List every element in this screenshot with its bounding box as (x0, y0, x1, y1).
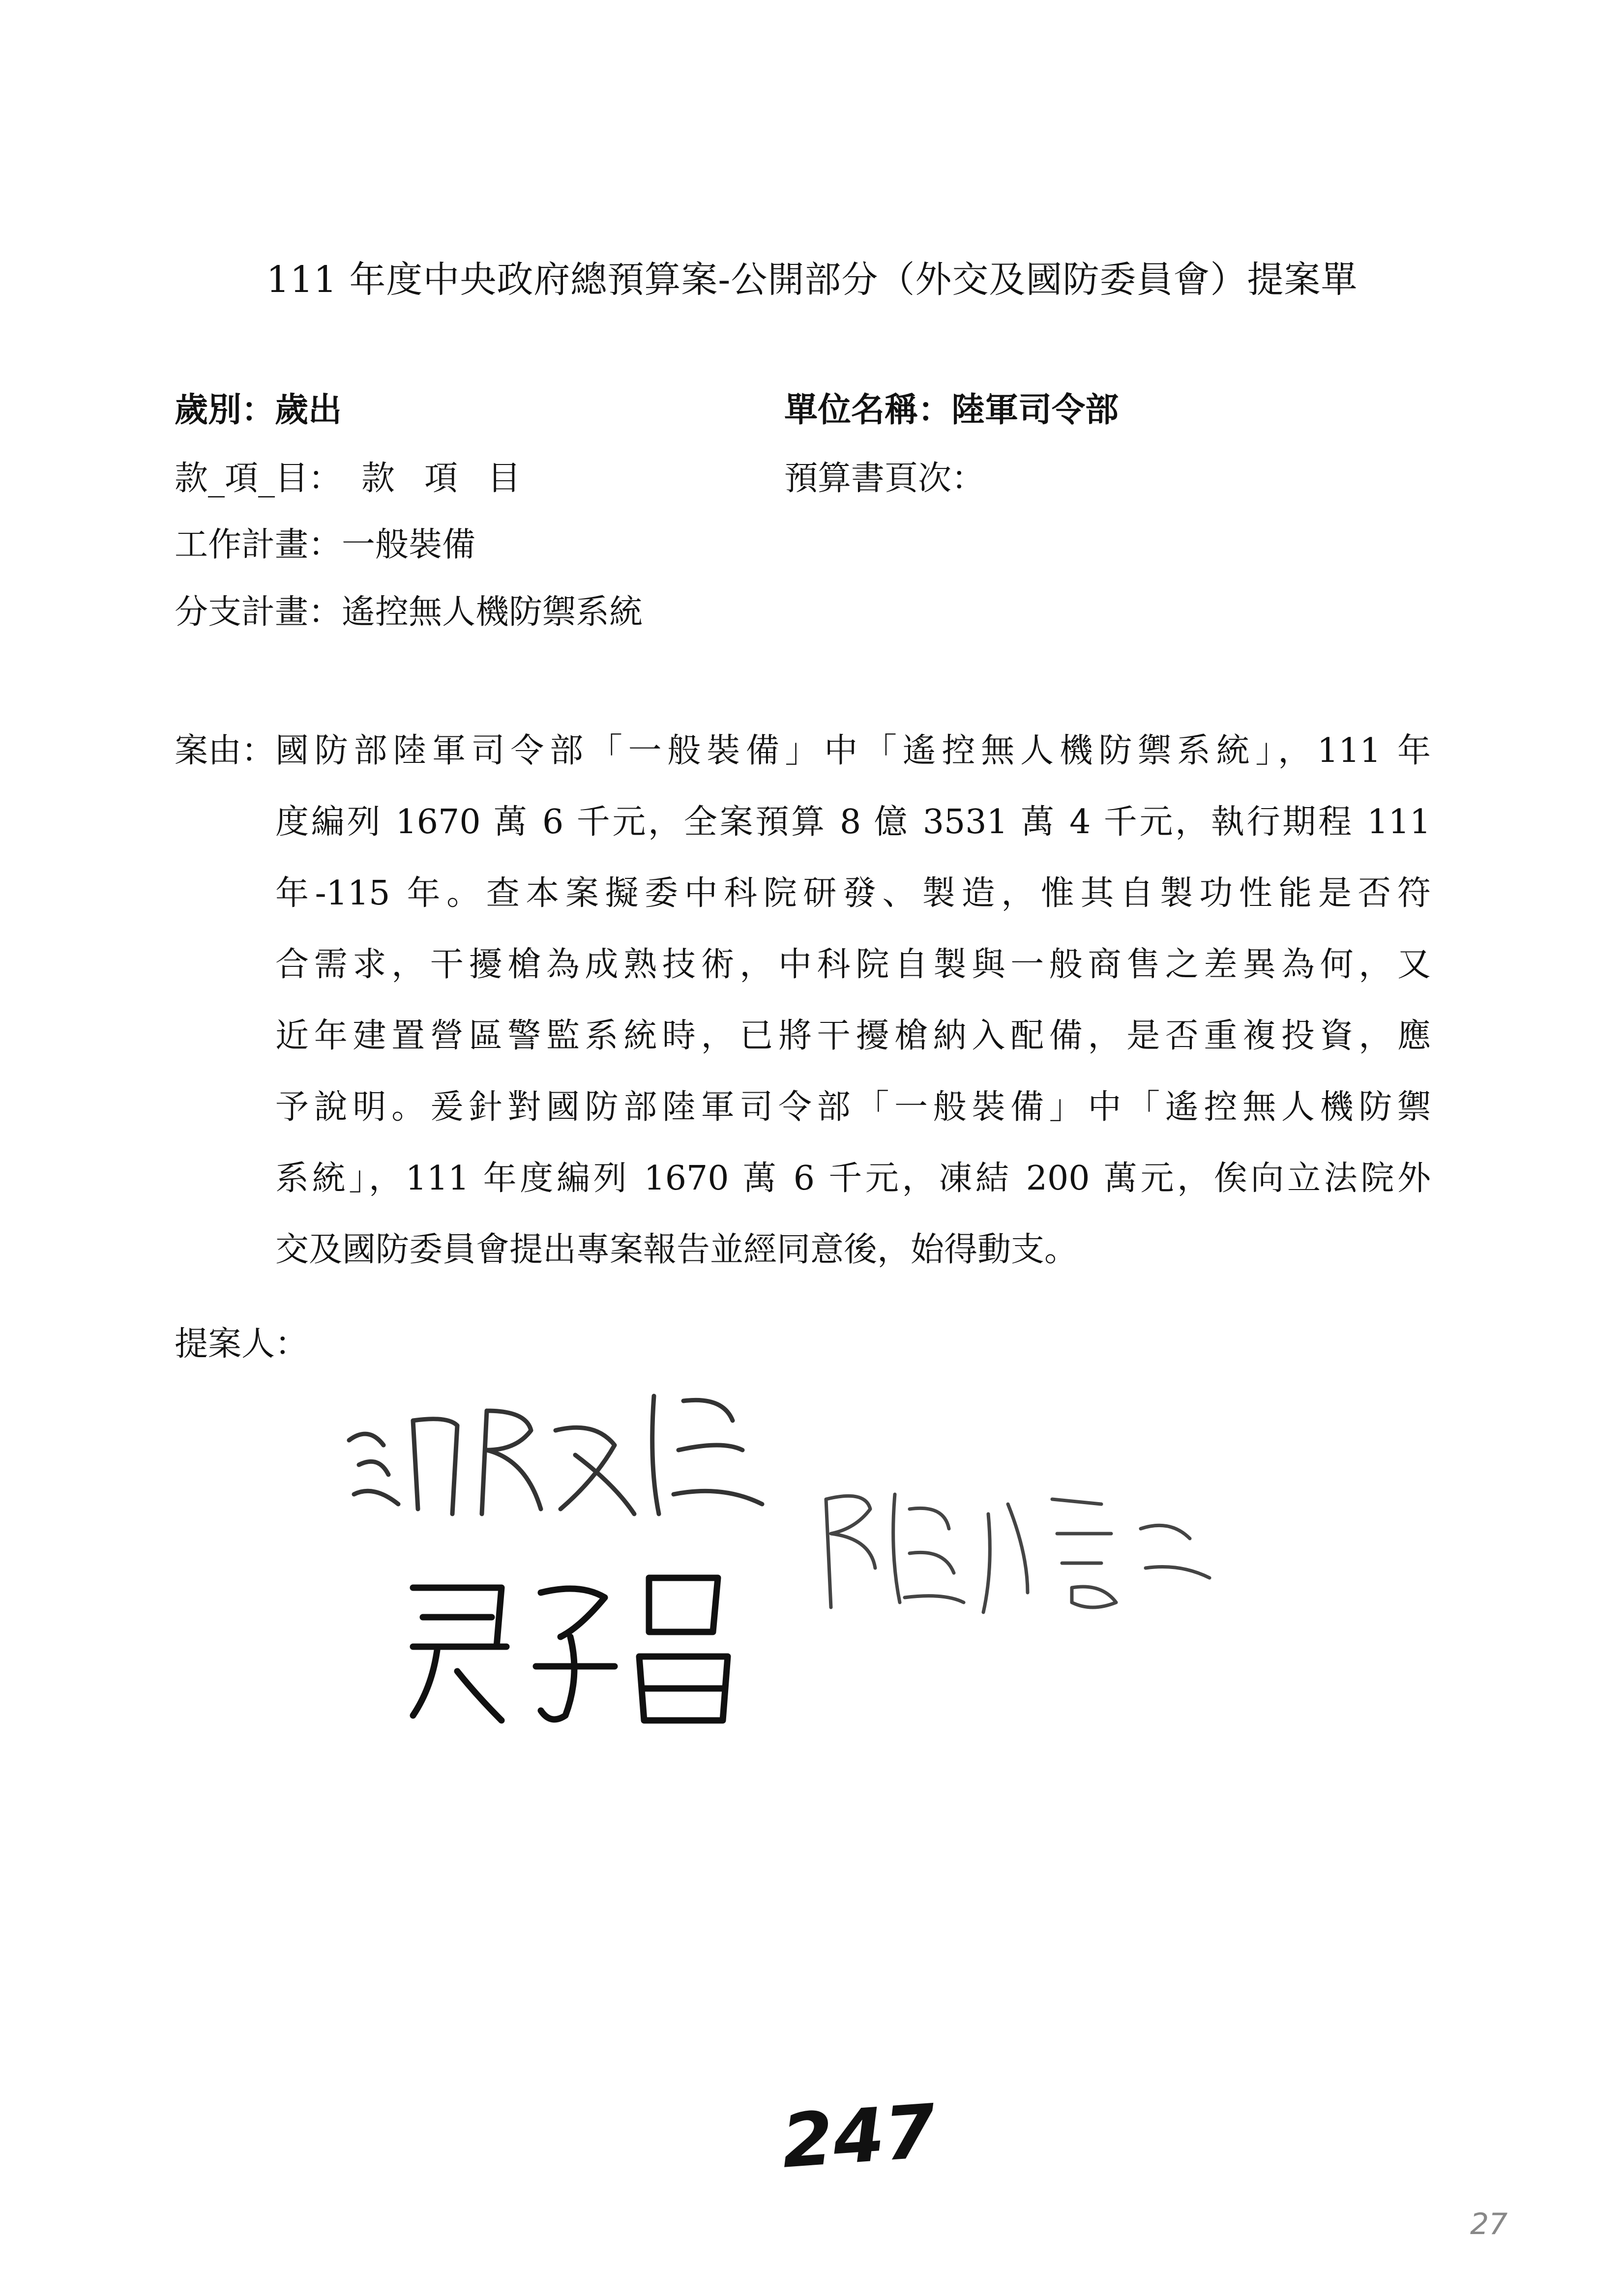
case-line: 國防部陸軍司令部「一般裝備」中「遙控無人機防禦系統」，111 年 (275, 731, 1431, 770)
sub-plan-value: 遙控無人機防禦系統 (342, 593, 643, 632)
category-value: 歲出 (275, 390, 342, 430)
signature-2 (797, 1455, 1239, 1622)
corner-page-number: 27 (1470, 2207, 1508, 2241)
category-label: 歲別： (175, 390, 275, 430)
case-line: 度編列 1670 萬 6 千元，全案預算 8 億 3531 萬 4 千元，執行期程 111 (275, 803, 1431, 842)
case-label: 案由： (175, 731, 275, 770)
item-value: 款項目 (361, 459, 551, 498)
case-line: 交及國防委員會提出專案報告並經同意後，始得動支。 (275, 1230, 1078, 1269)
case-line: 年-115 年。查本案擬委中科院研發、製造，惟其自製功性能是否符 (275, 874, 1431, 913)
sub-plan-field (175, 593, 643, 632)
category-field (175, 390, 342, 430)
work-plan-label: 工作計畫： (175, 525, 342, 564)
signature-1 (339, 1366, 782, 1524)
proposer-label: 提案人： (175, 1325, 309, 1364)
work-plan-field (175, 525, 476, 564)
page-ref-label: 預算書頁次： (784, 459, 985, 498)
sub-plan-label: 分支計畫： (175, 593, 342, 632)
case-line: 予說明。爰針對國防部陸軍司令部「一般裝備」中「遙控無人機防禦 (275, 1088, 1431, 1127)
handwritten-page-number: 247 (779, 2089, 939, 2185)
unit-label: 單位名稱： (784, 390, 952, 430)
signature-3 (393, 1548, 747, 1735)
item-field (175, 459, 551, 498)
case-line: 近年建置營區警監系統時，已將干擾槍納入配備，是否重複投資，應 (275, 1017, 1431, 1055)
unit-field (784, 390, 1119, 430)
work-plan-value: 一般裝備 (342, 525, 476, 564)
unit-value: 陸軍司令部 (951, 390, 1119, 430)
page-ref-field (784, 459, 985, 498)
case-line: 合需求，干擾槍為成熟技術，中科院自製與一般商售之差異為何，又 (275, 945, 1431, 984)
case-line: 系統」，111 年度編列 1670 萬 6 千元，凍結 200 萬元，俟向立法院外 (275, 1159, 1431, 1198)
item-label: 款_項_目： (175, 459, 342, 498)
document-title: 111 年度中央政府總預算案-公開部分（外交及國防委員會）提案單 (266, 259, 1358, 301)
